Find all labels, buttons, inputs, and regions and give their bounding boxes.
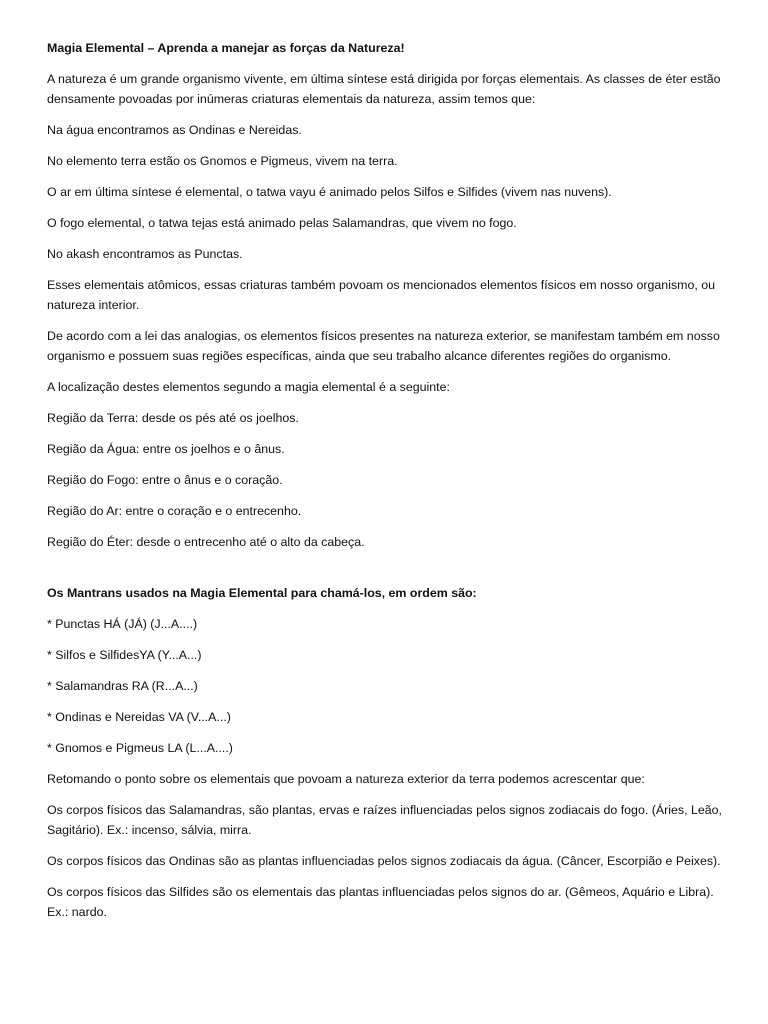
analogy-paragraph: De acordo com a lei das analogias, os elementos físicos presentes na natureza exterior, se manifestam também em nosso organismo e possuem suas regiões específicas, ainda que seu trabalho alcance diferentes regiões do organismo.: [47, 329, 720, 363]
resume-paragraph: Retomando o ponto sobre os elementais que povoam a natureza exterior da terra podemos acrescentar que:: [47, 772, 645, 786]
mantra-item: * Gnomos e Pigmeus LA (L...A....): [47, 741, 233, 755]
region-line: Região do Ar: entre o coração e o entrecenho.: [47, 504, 302, 518]
mantra-item: * Punctas HÁ (JÁ) (J...A....): [47, 617, 198, 631]
elemental-line: O ar em última síntese é elemental, o tatwa vayu é animado pelos Silfos e Silfides (vivem nas nuvens).: [47, 185, 612, 199]
mantras-heading: Os Mantrans usados na Magia Elemental para chamá-los, em ordem são:: [47, 586, 477, 600]
bodies-paragraph: Os corpos físicos das Salamandras, são plantas, ervas e raízes influenciadas pelos signos zodiacais do fogo. (Áries, Leão, Sagitário). Ex.: incenso, sálvia, mirra.: [47, 803, 722, 837]
blank-line: [47, 563, 727, 583]
region-line: Região da Terra: desde os pés até os joelhos.: [47, 411, 299, 425]
location-intro: A localização destes elementos segundo a magia elemental é a seguinte:: [47, 380, 450, 394]
mantra-item: * Salamandras RA (R...A...): [47, 679, 198, 693]
region-line: Região da Água: entre os joelhos e o ânus.: [47, 442, 285, 456]
elemental-line: No elemento terra estão os Gnomos e Pigmeus, vivem na terra.: [47, 154, 398, 168]
elemental-line: O fogo elemental, o tatwa tejas está animado pelas Salamandras, que vivem no fogo.: [47, 216, 517, 230]
document-page: [47, 38, 727, 933]
mantra-item: * Ondinas e Nereidas VA (V...A...): [47, 710, 231, 724]
bodies-paragraph: Os corpos físicos das Silfides são os elementais das plantas influenciadas pelos signos do ar. (Gêmeos, Aquário e Libra). Ex.: nardo.: [47, 885, 714, 919]
region-line: Região do Éter: desde o entrecenho até o alto da cabeça.: [47, 535, 365, 549]
atomic-paragraph: Esses elementais atômicos, essas criaturas também povoam os mencionados elementos físicos em nosso organismo, ou natureza interior.: [47, 278, 716, 312]
intro-paragraph: A natureza é um grande organismo vivente, em última síntese está dirigida por forças elementais. As classes de éter estão densamente povoadas por inúmeras criaturas elementais da natureza, assim temos que:: [47, 72, 721, 106]
mantra-item: * Silfos e SilfidesYA (Y...A...): [47, 648, 202, 662]
region-line: Região do Fogo: entre o ânus e o coração.: [47, 473, 283, 487]
elemental-line: No akash encontramos as Punctas.: [47, 247, 243, 261]
bodies-paragraph: Os corpos físicos das Ondinas são as plantas influenciadas pelos signos zodiacais da água. (Câncer, Escorpião e Peixes).: [47, 854, 721, 868]
elemental-line: Na água encontramos as Ondinas e Nereidas.: [47, 123, 302, 137]
document-title: Magia Elemental – Aprenda a manejar as forças da Natureza!: [47, 41, 405, 55]
